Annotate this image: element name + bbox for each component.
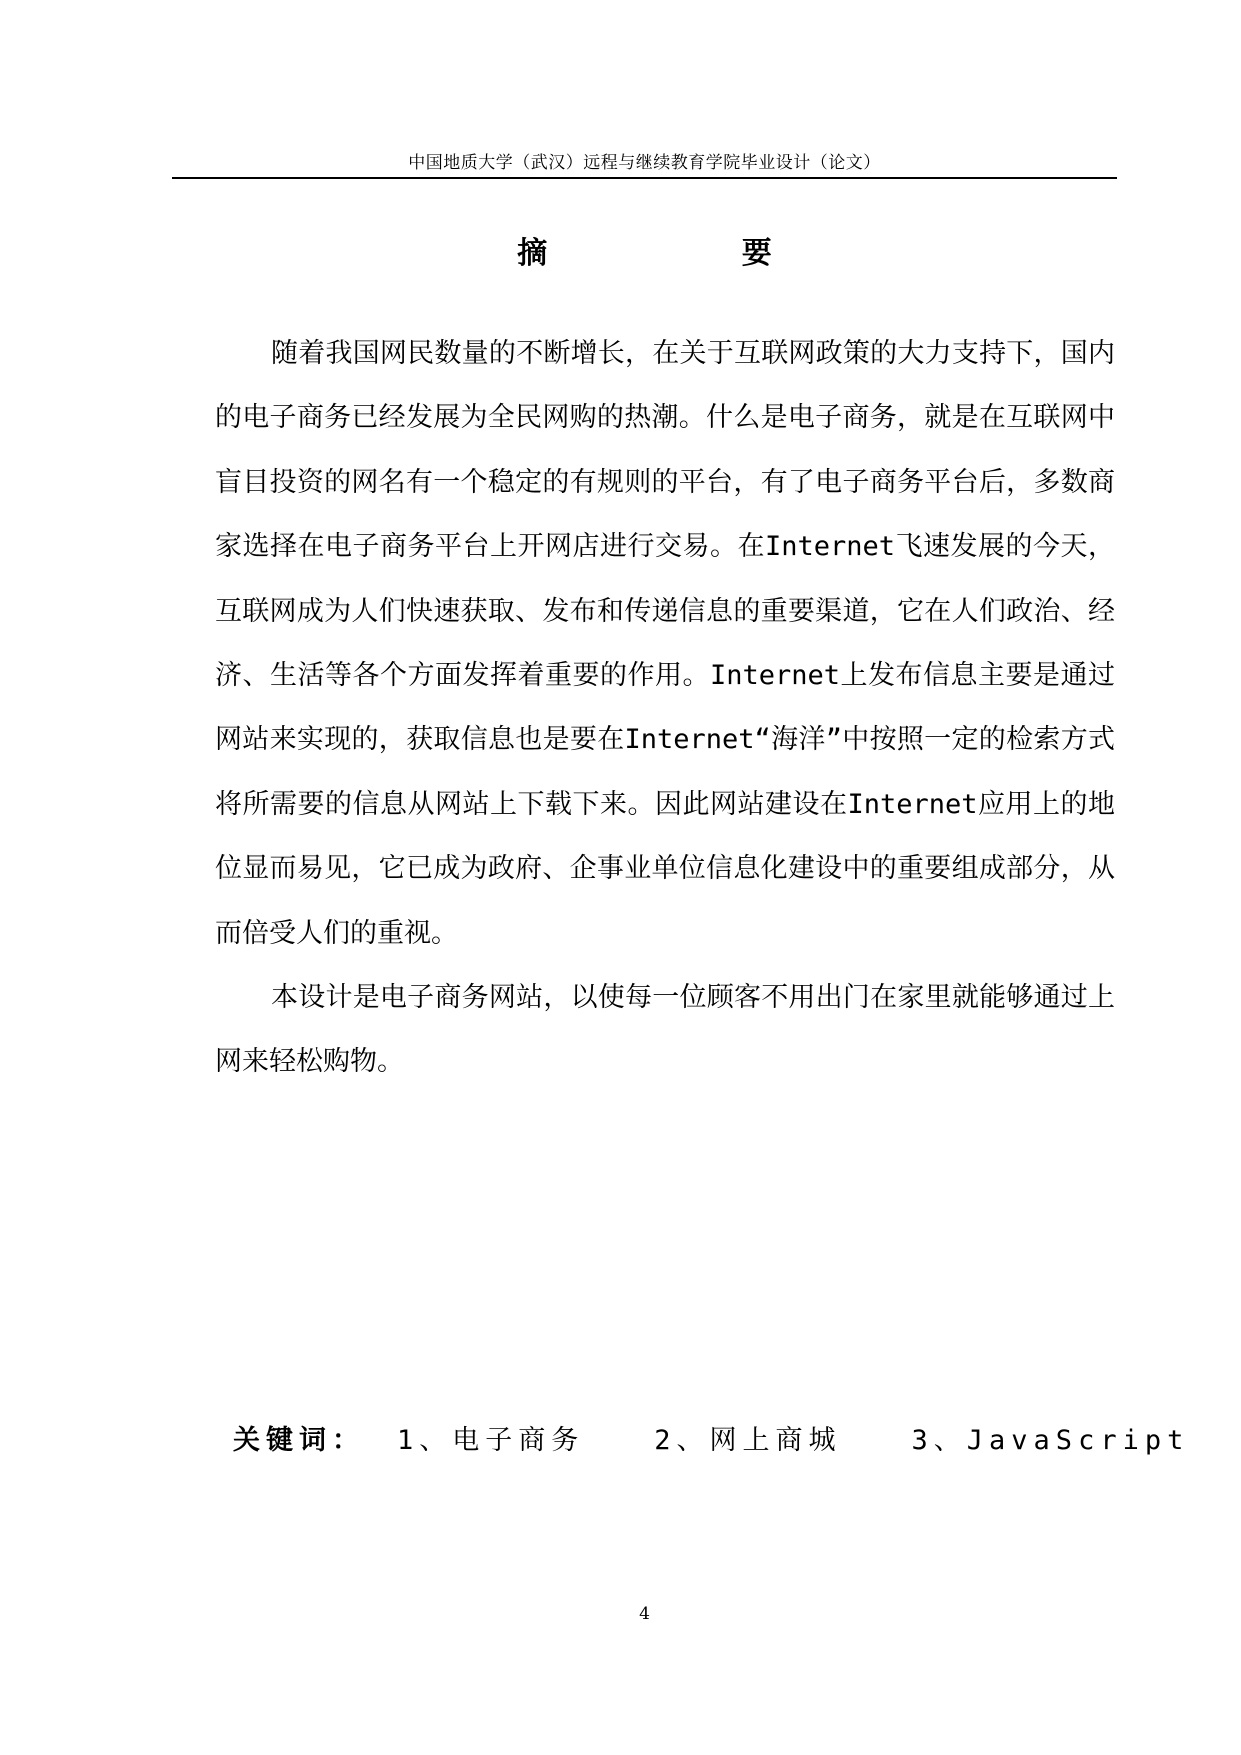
abstract-body [215,322,1115,1095]
keyword-item-1: 1、电子商务 [397,1425,585,1456]
running-header: 中国地质大学（武汉）远程与继续教育学院毕业设计（论文） [408,153,881,173]
keywords-line [233,1418,1190,1457]
keyword-item-2: 2、网上商城 [654,1425,842,1456]
abstract-paragraph-2: 本设计是电子商务网站，以使每一位顾客不用出门在家里就能够通过上网来轻松购物。 [215,982,1115,1078]
keyword-item-3: 3、JavaScript [911,1425,1190,1456]
abstract-title: 摘 要 [517,236,864,271]
page-number: 4 [639,1604,650,1624]
keywords-label: 关键词： [233,1425,365,1456]
header-rule [172,177,1117,179]
abstract-paragraph-1: 随着我国网民数量的不断增长，在关于互联网政策的大力支持下，国内的电子商务已经发展为全民网购的热潮。什么是电子商务，就是在互联网中盲目投资的网名有一个稳定的有规则的平台，有了电子商务平台后，多数商家选择在电子商务平台上开网店进行交易。在Internet飞速发展的今天，互联网成为人们快速获取、发布和传递信息的重要渠道，它在人们政治、经济、生活等各个方面发挥着重要的作用。Internet上发布信息主要是通过网站来实现的，获取信息也是要在Internet“海洋”中按照一定的检索方式将所需要的信息从网站上下载下来。因此网站建设在Internet应用上的地位显而易见，它已成为政府、企事业单位信息化建设中的重要组成部分，从而倍受人们的重视。 [215,338,1115,949]
